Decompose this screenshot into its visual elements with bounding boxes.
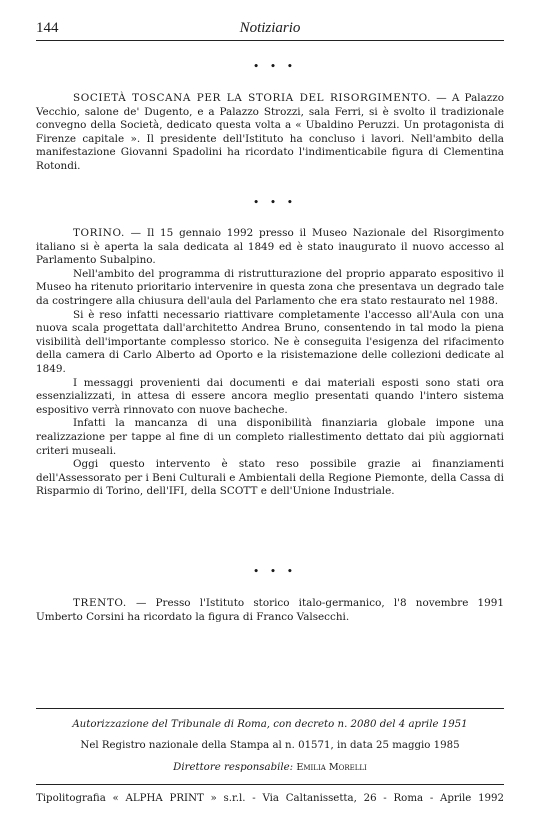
footer-bottom-rule bbox=[36, 784, 504, 785]
footer-registry: Nel Registro nazionale della Stampa al n. 01571, in data 25 maggio 1985 bbox=[80, 740, 460, 751]
section-lead: SOCIETÀ TOSCANA PER LA STORIA DEL RISORGIMENTO. bbox=[73, 92, 432, 104]
section-separator: • • • bbox=[253, 567, 297, 577]
footer-director bbox=[36, 762, 504, 773]
section-text: — Il 15 gennaio 1992 presso il Museo Nazionale del Risorgimento italiano si è aperta la sala dedicata al 1849 ed è stato inaugurato il nuovo accesso al Parlamento Subalpino. bbox=[36, 227, 504, 267]
paragraph: Infatti la mancanza di una disponibilità finanziaria globale impone una realizzazione per tappe al fine di un completo riallestimento dettato dai più aggiornati criteri museali. bbox=[36, 417, 504, 457]
director-label: Direttore responsabile: bbox=[173, 762, 294, 773]
section-separator: • • • bbox=[253, 198, 297, 208]
section-trento bbox=[36, 597, 504, 624]
section-lead: TRENTO. bbox=[73, 597, 127, 609]
page-header bbox=[36, 18, 504, 41]
section-torino bbox=[36, 227, 504, 499]
paragraph: Si è reso infatti necessario riattivare completamente l'accesso all'Aula con una nuova scala progettata dall'architetto Andrea Bruno, consentendo in tal modo la piena visibilità dell'importante complesso storico. Ne è conseguita l'esigenza del rifacimento della camera di Carlo Alberto ad Oporto e la risistemazione delle collezioni dedicate al 1849. bbox=[36, 308, 504, 375]
paragraph: Nell'ambito del programma di ristrutturazione del proprio apparato espositivo il Museo ha ritenuto prioritario intervenire in questa zona che presentava un degrado tale da costringere alla chiusura dell'aula del Parlamento che era stato restaurato nel 1988. bbox=[36, 267, 504, 307]
footer-printer: Tipolitografia « ALPHA PRINT » s.r.l. - Via Caltanissetta, 26 - Roma - Aprile 1992 bbox=[36, 793, 504, 804]
paragraph: I messaggi provenienti dai documenti e dai materiali esposti sono stati ora essenzializzati, in attesa di essere ancora meglio presentati quando l'intero sistema espositivo verrà rinnovato con nuove bacheche. bbox=[36, 376, 504, 416]
footer-authorization: Autorizzazione del Tribunale di Roma, con decreto n. 2080 del 4 aprile 1951 bbox=[72, 719, 468, 730]
section-separator: • • • bbox=[253, 62, 297, 72]
section-toscana bbox=[36, 92, 504, 174]
running-head: Notiziario bbox=[239, 20, 301, 36]
page-number: 144 bbox=[36, 20, 59, 36]
footer-top-rule bbox=[36, 708, 504, 709]
section-lead: TORINO. bbox=[73, 227, 125, 239]
paragraph: Oggi questo intervento è stato reso possibile grazie ai finanziamenti dell'Assessorato per i Beni Culturali e Ambientali della Regione Piemonte, della Cassa di Risparmio di Torino, dell'IFI, della SCOTT e dell'Unione Industriale. bbox=[36, 458, 504, 498]
section-text: — A Palazzo Vecchio, salone de' Dugento, e a Palazzo Strozzi, sala Ferri, si è svolto il tradizionale convegno della Società, dedicato questa volta a « Ubaldino Peruzzi. Un protagonista di Firenze capitale ». Il presidente dell'Istituto ha concluso i lavori. Nell'ambito della manifestazione Giovanni Spadolini ha ricordato l'indimenticabile figura di Clementina Rotondi. bbox=[36, 92, 504, 172]
section-text: — Presso l'Istituto storico italo-germanico, l'8 novembre 1991 Umberto Corsini ha ricordato la figura di Franco Valsecchi. bbox=[36, 597, 504, 623]
director-name: Emilia Morelli bbox=[296, 762, 367, 773]
